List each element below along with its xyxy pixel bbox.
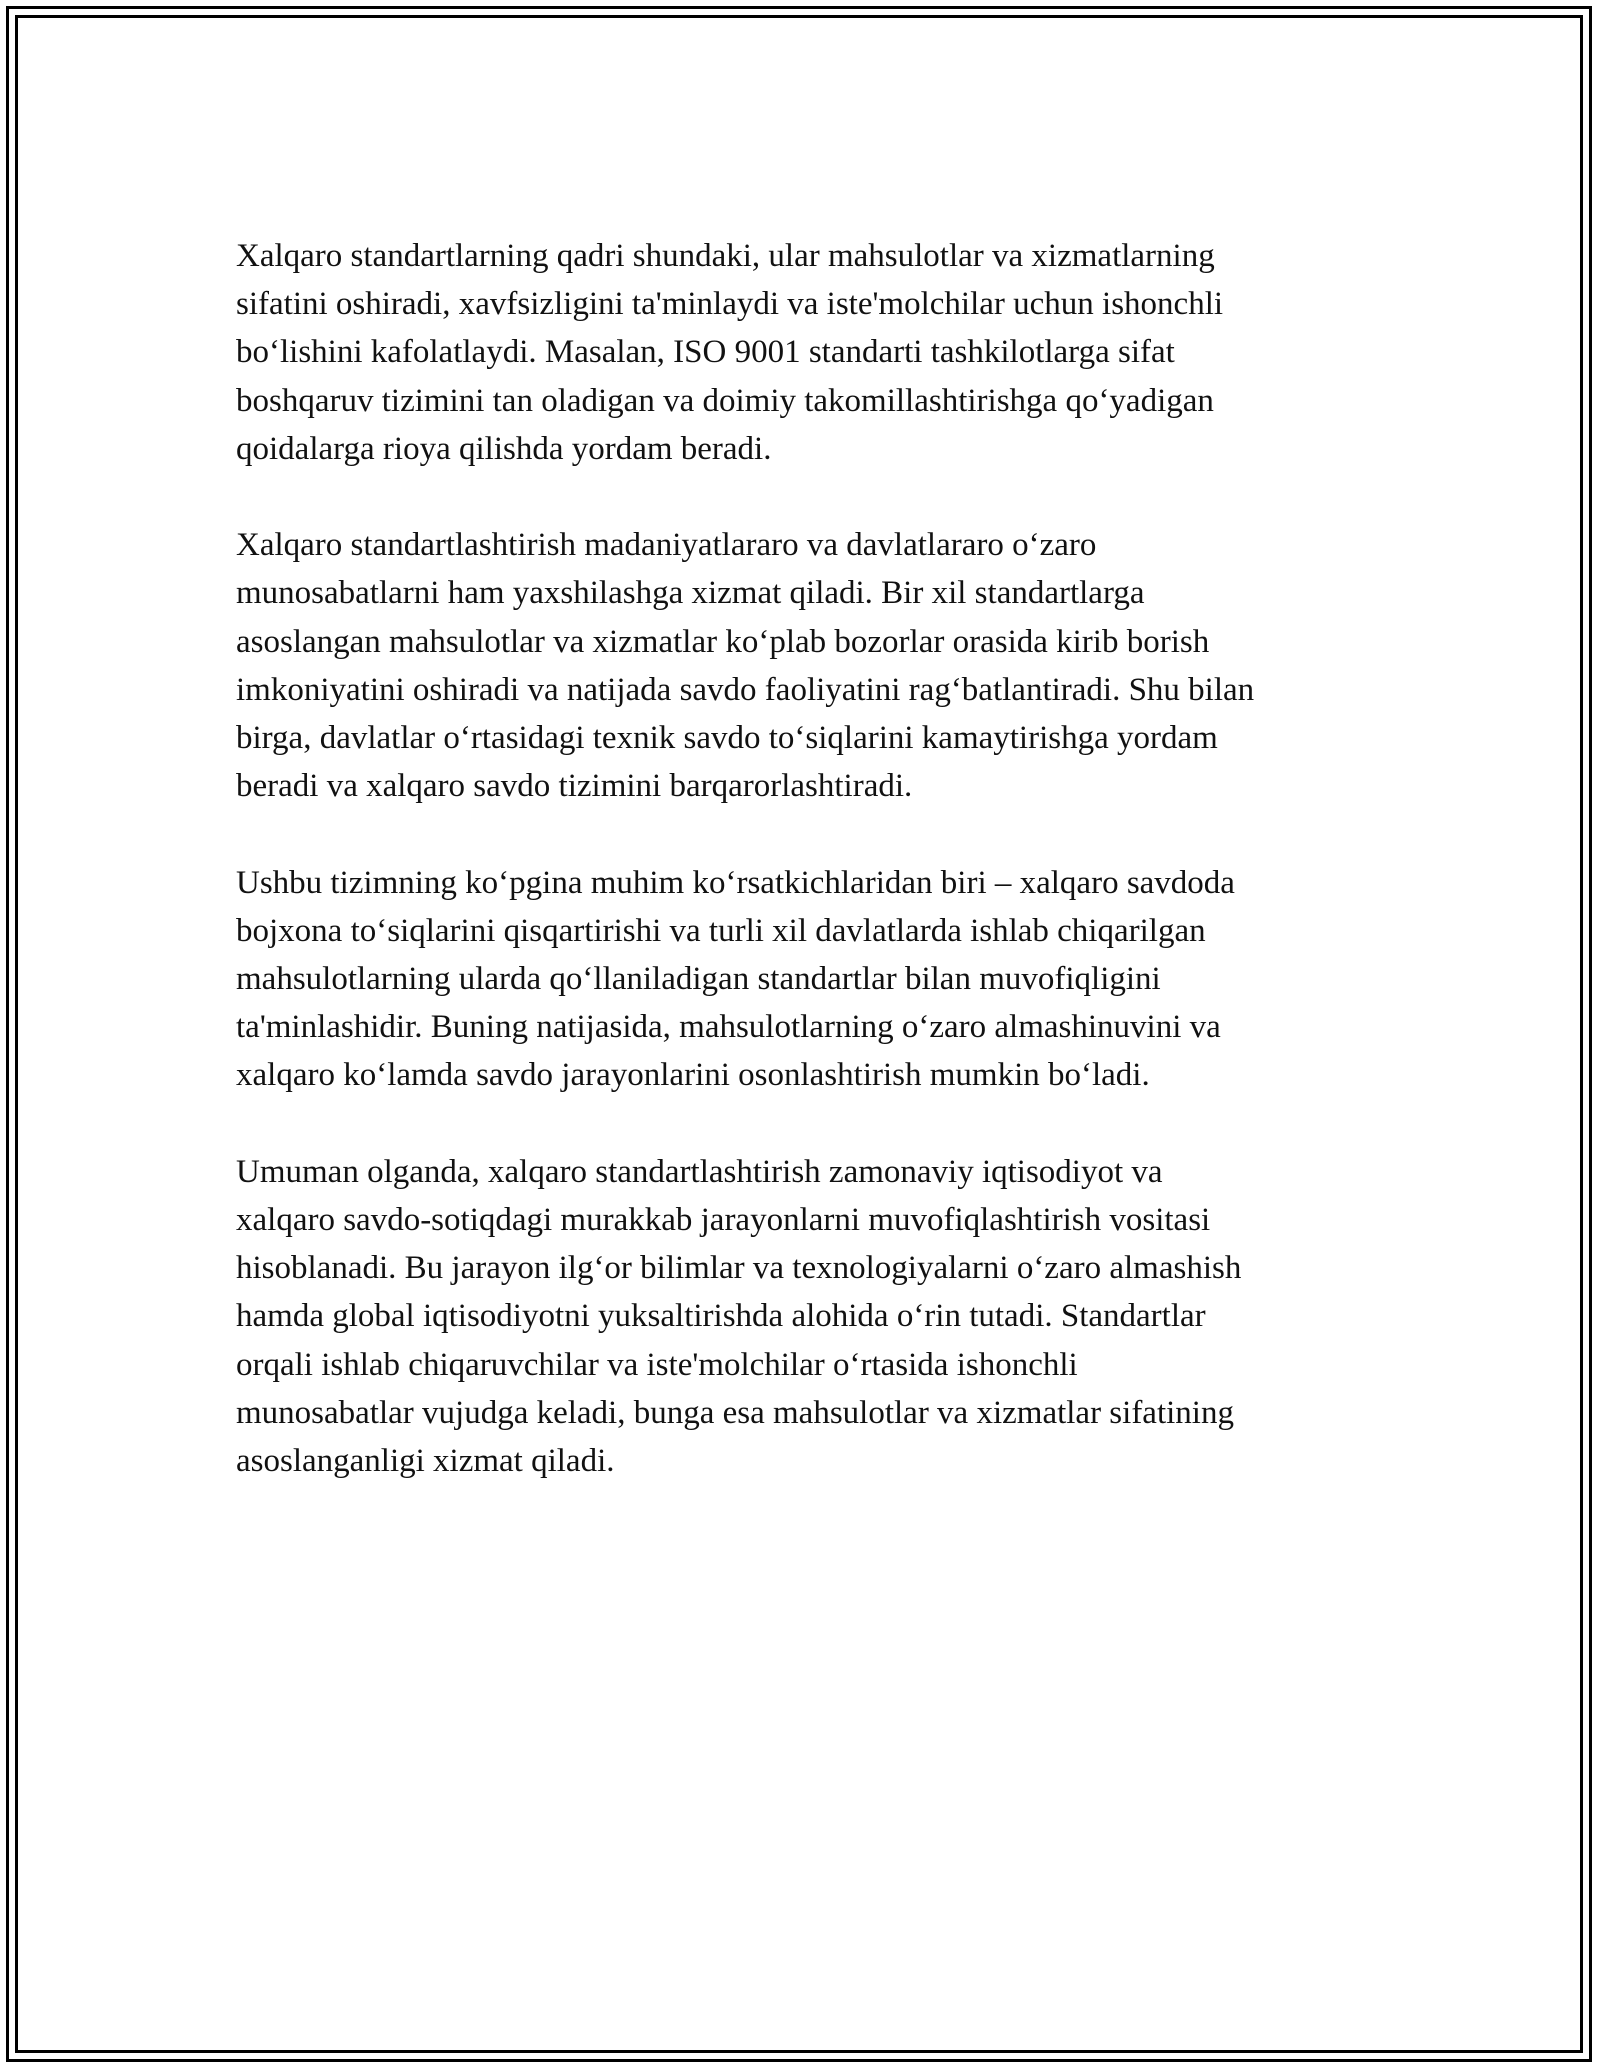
- paragraph-2: Xalqaro standartlashtirish madaniyatlararo va davlatlararo o‘zaro munosabatlarni ham yaxshilashga xizmat qiladi. Bir xil standartlarga asoslangan mahsulotlar va xizmatlar ko‘plab bozorlar orasida kirib borish imkoniyatini oshiradi va natijada savdo faoliyatini rag‘batlantiradi. Shu bilan birga, davlatlar o‘rtasidagi texnik savdo to‘siqlarini kamaytirishga yordam beradi va xalqaro savdo tizimini barqarorlashtiradi.: [236, 527, 1255, 805]
- paragraph-4: Umuman olganda, xalqaro standartlashtirish zamonaviy iqtisodiyot va xalqaro savdo-sotiqdagi murakkab jarayonlarni muvofiqlashtirish vositasi hisoblanadi. Bu jarayon ilg‘or bilimlar va texnologiyalarni o‘zaro almashish hamda global iqtisodiyotni yuksaltirishda alohida o‘rin tutadi. Standartlar orqali ishlab chiqaruvchilar va iste'molchilar o‘rtasida ishonchli munosabatlar vujudga keladi, bunga esa mahsulotlar va xizmatlar sifatining asoslanganligi xizmat qiladi.: [236, 1153, 1242, 1480]
- document-body: [236, 232, 1386, 1533]
- paragraph-1: Xalqaro standartlarning qadri shundaki, ular mahsulotlar va xizmatlarning sifatini oshiradi, xavfsizligini ta'minlaydi va iste'molchilar uchun ishonchli bo‘lishini kafolatlaydi. Masalan, ISO 9001 standarti tashkilotlarga sifat boshqaruv tizimini tan oladigan va doimiy takomillashtirishga qo‘yadigan qoidalarga rioya qilishda yordam beradi.: [236, 238, 1224, 467]
- paragraph-3: Ushbu tizimning ko‘pgina muhim ko‘rsatkichlaridan biri – xalqaro savdoda bojxona to‘siqlarini qisqartirishi va turli xil davlatlarda ishlab chiqarilgan mahsulotlarning ularda qo‘llaniladigan standartlar bilan muvofiqligini ta'minlashidir. Buning natijasida, mahsulotlarning o‘zaro almashinuvini va xalqaro ko‘lamda savdo jarayonlarini osonlashtirish mumkin bo‘ladi.: [236, 864, 1235, 1094]
